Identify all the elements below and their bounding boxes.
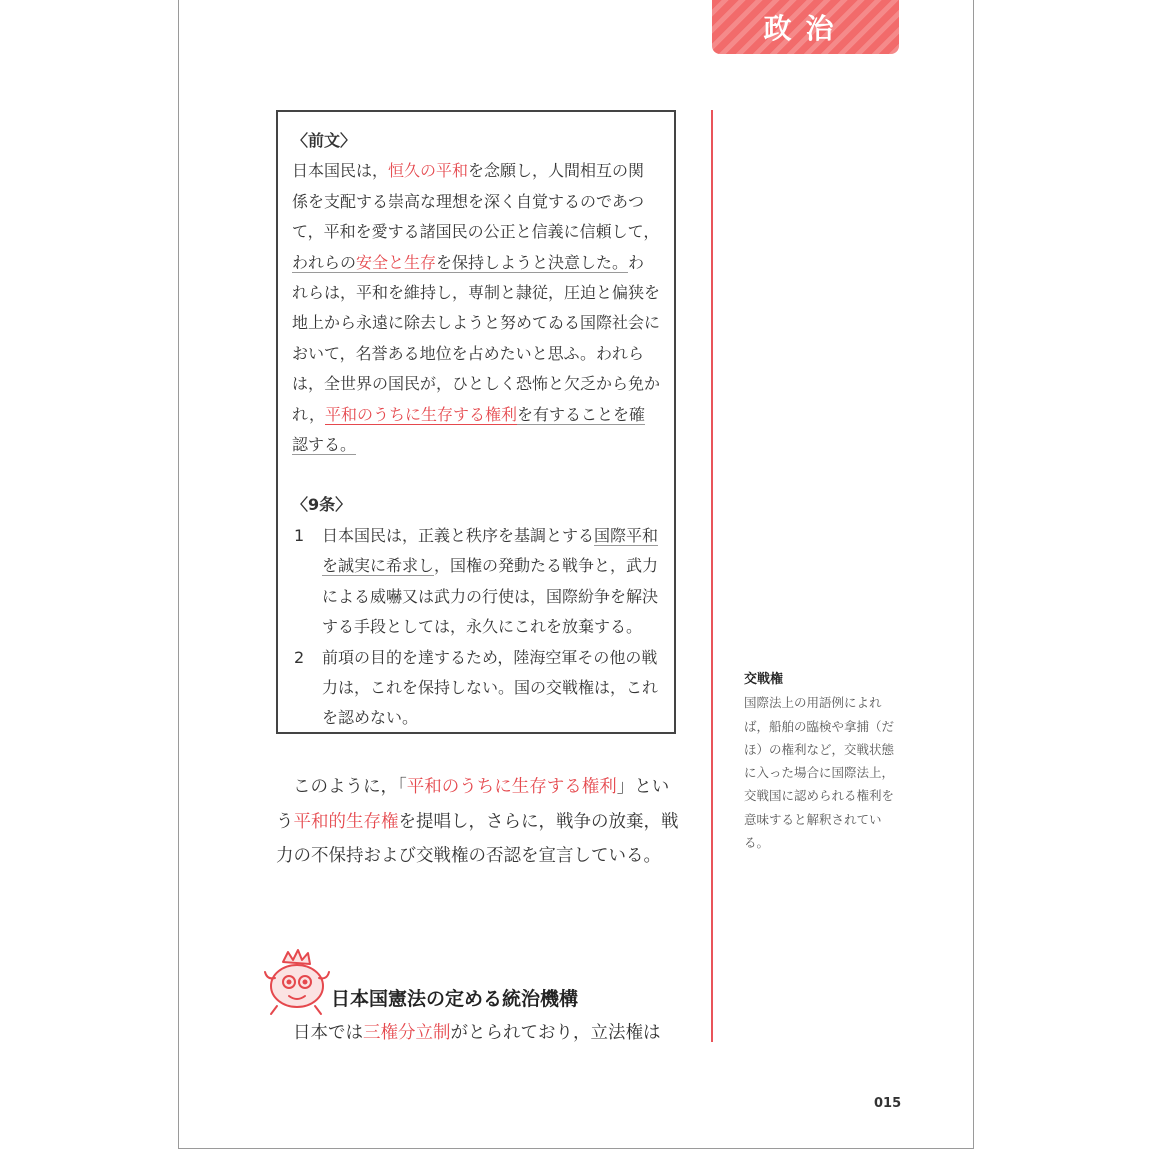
margin-rule [711, 110, 713, 1042]
page-number: 015 [874, 1096, 902, 1111]
section-header [255, 948, 685, 1018]
sidenote-title: 交戦権 [744, 672, 784, 687]
body-part: 」という [276, 777, 670, 832]
underline-right-to-live-in-peace [325, 405, 517, 425]
section-text [276, 1016, 680, 1050]
highlight-security-survival: 安全と生存 [356, 252, 437, 272]
clause-number: 1 [294, 525, 305, 545]
clause-part: ，国権の発動たる戦争と，武力による威嚇又は武力の行使は，国際紛争を解決する手段としては，永久にこれを放棄する。 [322, 556, 659, 637]
preamble-part: を念願し，人間相互の関係を支配する崇高な理想を深く自覚するのであつて，平和を愛する諸国民の公正と信義に信頼して， [292, 161, 660, 242]
mascot-icon [255, 948, 335, 1018]
spacer [292, 460, 660, 490]
body-text [276, 770, 680, 874]
constitution-excerpt-box [276, 110, 676, 734]
clause-part: 日本国民は，正義と秩序を基調とする [322, 525, 595, 545]
underline-international-peace: 国際平和を誠実に希求し [322, 525, 659, 576]
underline-security [292, 253, 628, 273]
chapter-tab [712, 0, 899, 54]
article9-clause-1 [292, 521, 660, 643]
sidenote [744, 668, 902, 854]
body-paragraph [276, 770, 680, 874]
section-part: がとられており，立法権は [450, 1023, 661, 1043]
preamble-text [292, 156, 660, 460]
body-part: を提唱し，さらに，戦争の放棄，戦力の不保持および交戦権の否認を宣言している。 [276, 811, 679, 866]
highlight-right-to-live-in-peace: 平和のうちに生存する権利 [324, 404, 517, 424]
highlight-peaceful-existence-right: 平和的生存権 [293, 811, 399, 832]
body-part: このように，「 [293, 777, 407, 797]
preamble-part: われらは，平和を維持し，専制と隷従，圧迫と偏狭を地上から永遠に除去しようと努めてゐる国際社会において，名誉ある地位を占めたいと思ふ。われらは，全世界の国民が，ひとしく恐怖と欠乏から免かれ， [292, 252, 661, 424]
sidenote-text: 国際法上の用語例によれば，船舶の臨検や拿捕（だほ）の権利など，交戦状態に入った場合に国際法上，交戦国に認められる権利を意味すると解釈されている。 [744, 695, 895, 851]
preamble-heading: 〈前文〉 [292, 131, 357, 150]
section-title: 日本国憲法の定める統治機構 [331, 988, 579, 1010]
preamble-part: 日本国民は， [292, 161, 389, 181]
highlight-separation-of-powers: 三権分立制 [363, 1023, 451, 1043]
section-part: 日本では [293, 1023, 363, 1043]
chapter-tab-label: 政治 [763, 12, 848, 45]
preamble-part: を保持しようと決意した。 [436, 252, 629, 272]
preamble-part: われらの [292, 252, 357, 272]
article9-clause-2 [292, 643, 660, 734]
clause-number: 2 [294, 647, 305, 667]
clause-text [322, 521, 660, 643]
highlight-eternal-peace: 恒久の平和 [388, 161, 469, 181]
section-body [276, 1016, 680, 1050]
preamble-part: を有することを確認する。 [292, 404, 645, 455]
article9-heading: 〈9条〉 [292, 495, 352, 515]
clause-text: 前項の目的を達するため，陸海空軍その他の戦力は，これを保持しない。国の交戦権は，これを認めない。 [322, 647, 659, 728]
highlight-right-to-live-in-peace: 平和のうちに生存する権利 [406, 777, 617, 797]
